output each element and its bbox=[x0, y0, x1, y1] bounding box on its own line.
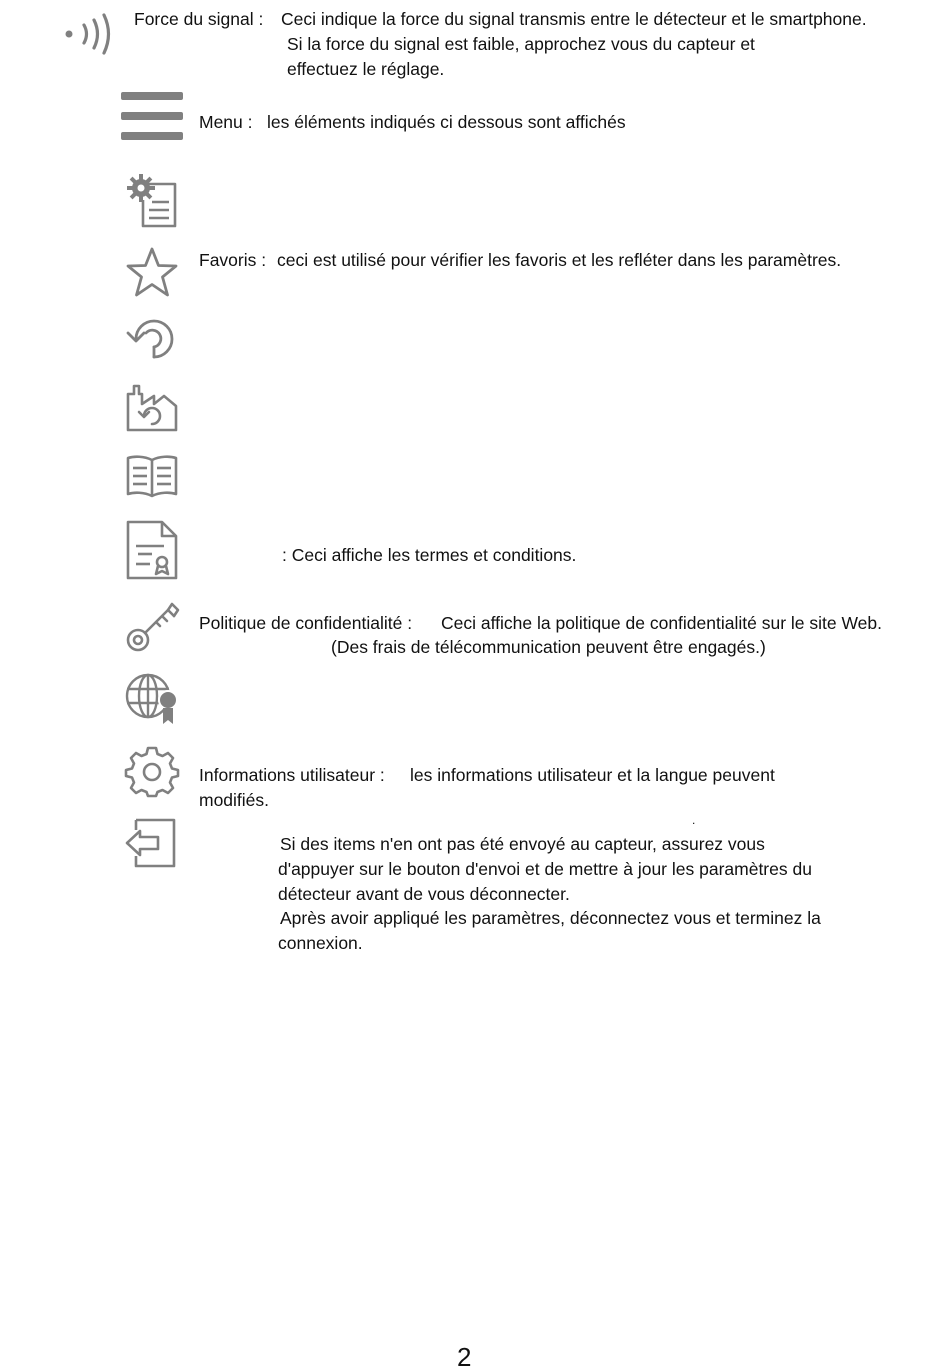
page-number: 2 bbox=[457, 1342, 472, 1372]
privacy-description-line-2: (Des frais de télécommunication peuvent être engagés.) bbox=[331, 637, 766, 657]
signal-description-line-1: Ceci indique la force du signal transmis entre le détecteur et le smartphone. bbox=[281, 9, 867, 29]
certificate-document-icon bbox=[124, 518, 180, 582]
star-icon bbox=[124, 246, 180, 300]
menu-description: les éléments indiqués ci dessous sont affichés bbox=[267, 112, 626, 132]
menu-label: Menu : bbox=[199, 112, 253, 132]
settings-document-icon bbox=[125, 172, 181, 230]
privacy-label: Politique de confidentialité : bbox=[199, 613, 413, 633]
logout-description-line-1: Si des items n'en ont pas été envoyé au capteur, assurez vous bbox=[280, 834, 765, 854]
signal-strength-icon bbox=[60, 10, 118, 60]
logout-icon bbox=[124, 816, 180, 870]
user-info-description-line-2: modifiés. bbox=[199, 790, 270, 810]
logout-description-line-2: d'appuyer sur le bouton d'envoi et de mettre à jour les paramètres du bbox=[278, 859, 812, 879]
gear-icon bbox=[124, 744, 180, 798]
book-icon bbox=[124, 452, 180, 500]
globe-badge-icon bbox=[124, 672, 182, 726]
privacy-description-line-1: Ceci affiche la politique de confidentialité sur le site Web. bbox=[441, 613, 882, 633]
user-info-label: Informations utilisateur : bbox=[199, 765, 385, 785]
terms-description: : Ceci affiche les termes et conditions. bbox=[282, 545, 577, 565]
logout-description-line-4: Après avoir appliqué les paramètres, déconnectez vous et terminez la bbox=[280, 908, 821, 928]
hamburger-menu-icon bbox=[120, 90, 184, 142]
logout-dot: . bbox=[692, 813, 696, 827]
favorites-description: ceci est utilisé pour vérifier les favoris et les refléter dans les paramètres. bbox=[277, 250, 842, 270]
key-icon bbox=[124, 600, 180, 654]
signal-description-line-3: effectuez le réglage. bbox=[287, 59, 445, 79]
logout-description-line-3: détecteur avant de vous déconnecter. bbox=[278, 884, 570, 904]
signal-description-line-2: Si la force du signal est faible, approchez vous du capteur et bbox=[287, 34, 755, 54]
undo-icon bbox=[124, 313, 180, 365]
signal-label: Force du signal : bbox=[134, 9, 264, 29]
user-info-description-line-1: les informations utilisateur et la langue peuvent bbox=[410, 765, 775, 785]
logout-description-line-5: connexion. bbox=[278, 933, 363, 953]
factory-reset-icon bbox=[124, 382, 180, 434]
favorites-label: Favoris : bbox=[199, 250, 267, 270]
